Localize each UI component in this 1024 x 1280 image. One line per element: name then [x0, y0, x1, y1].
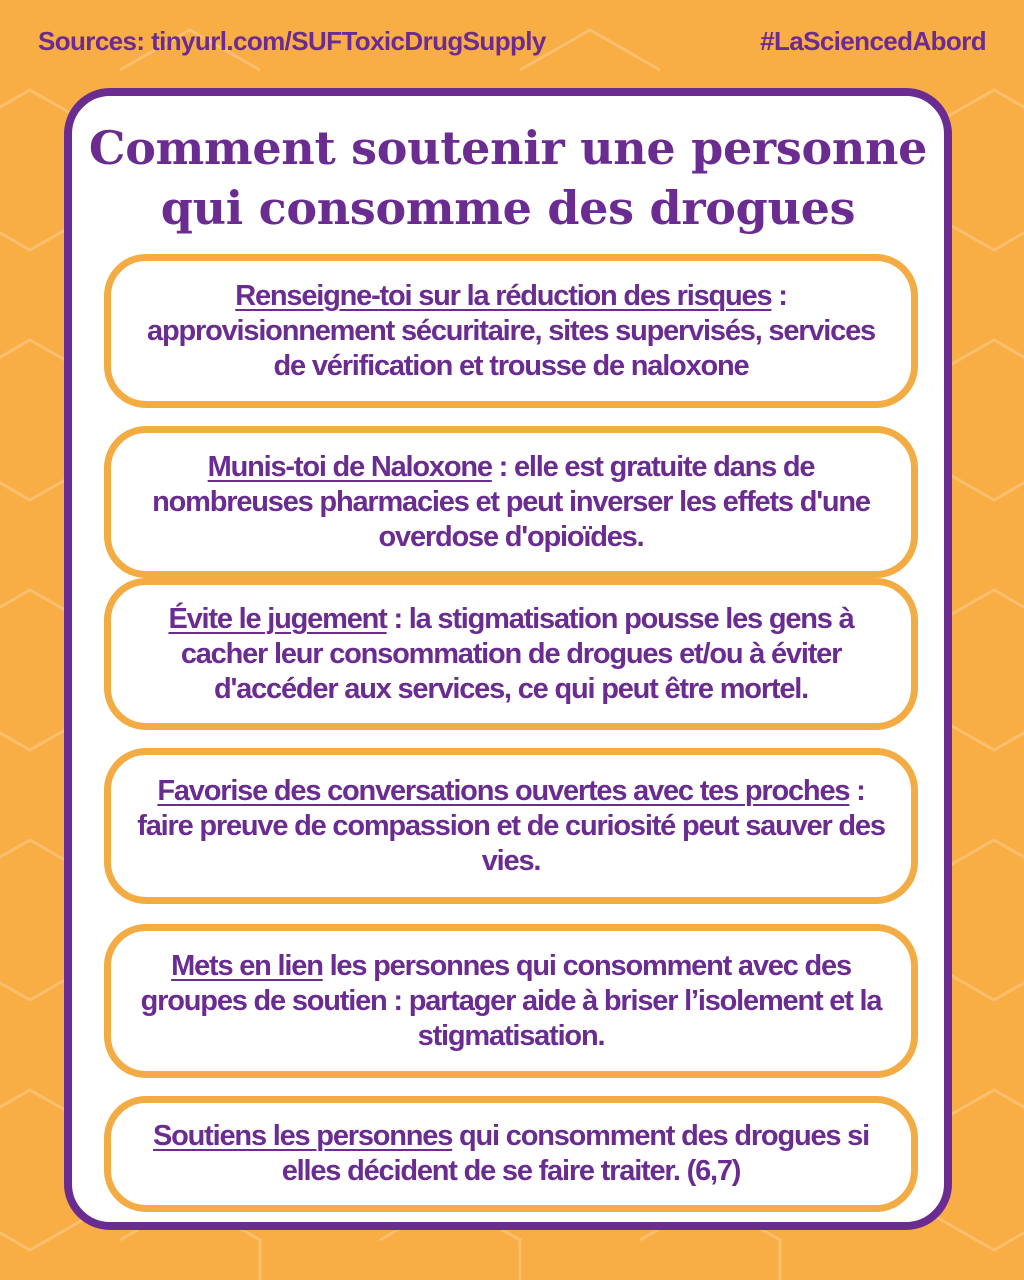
tip-box-avoid-judgment: [104, 578, 918, 730]
tip-body: : approvisionnement sécuritaire, sites supervisés, services de vérification et trousse de naloxone: [147, 279, 875, 382]
tip-text: [129, 949, 893, 1054]
tip-heading: Soutiens les personnes: [153, 1120, 453, 1152]
title-line-1: Comment soutenir une personne: [88, 121, 928, 175]
tip-body: : la stigmatisation pousse les gens à cacher leur consommation de drogues et/ou à éviter d'accéder aux services, ce qui peut être mortel.: [180, 602, 854, 705]
tip-box-naloxone: [104, 426, 918, 578]
tip-heading: Évite le jugement: [168, 602, 387, 635]
tip-text: [129, 450, 893, 555]
tip-body: : faire preuve de compassion et de curiosité peut sauver des vies.: [137, 774, 885, 877]
main-card: [64, 88, 952, 1230]
tip-heading: Favorise des conversations ouvertes avec tes proches: [157, 774, 850, 807]
tip-box-support-groups: [104, 924, 918, 1078]
tip-body: : elle est gratuite dans de nombreuses pharmacies et peut inverser les effets d'une overdose d'opioïdes.: [152, 450, 870, 553]
tip-box-treatment-support: [104, 1096, 918, 1212]
tip-heading: Munis-toi de Naloxone: [207, 450, 492, 483]
top-bar: [0, 0, 1024, 84]
sources-link-text: Sources: tinyurl.com/SUFToxicDrugSupply: [38, 26, 546, 56]
tip-body: les personnes qui consomment avec des groupes de soutien : partager aide à briser l’isolement et la stigmatisation.: [140, 949, 882, 1052]
tip-box-harm-reduction: [104, 254, 918, 408]
tip-heading: Renseigne-toi sur la réduction des risques: [235, 279, 772, 312]
tip-text: [129, 602, 893, 707]
page-title: [72, 118, 944, 238]
tip-text: [129, 1119, 893, 1189]
tip-text: [129, 774, 893, 879]
tip-box-open-conversations: [104, 748, 918, 904]
hashtag-text: #LaSciencedAbord: [760, 26, 986, 56]
title-line-2: qui consomme des drogues: [160, 181, 856, 235]
tip-text: [129, 279, 893, 384]
tip-heading: Mets en lien: [171, 949, 323, 982]
tip-body: qui consomment des drogues si elles décident de se faire traiter. (6,7): [281, 1120, 869, 1187]
